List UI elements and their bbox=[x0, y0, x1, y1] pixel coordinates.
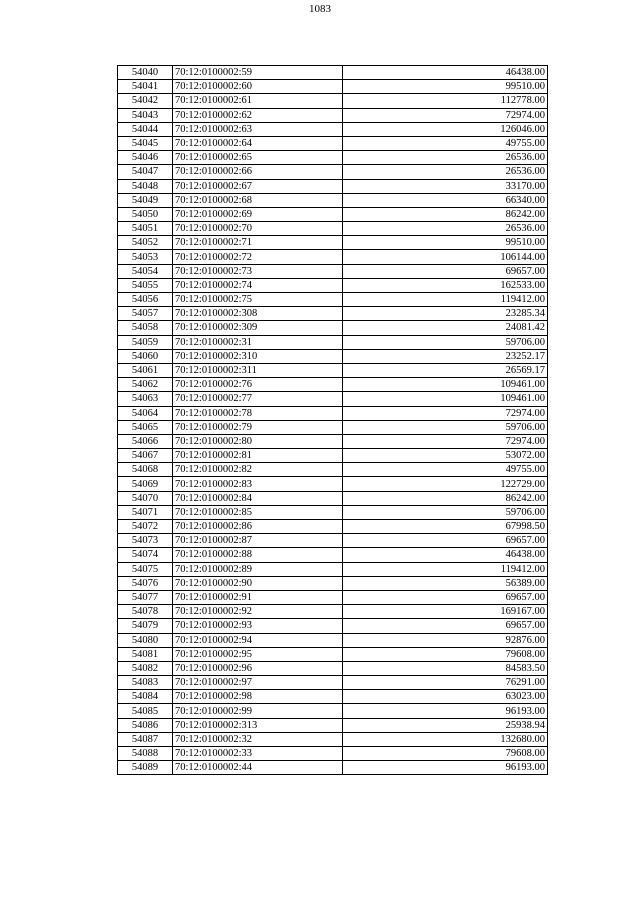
cadastral-number-cell: 70:12:0100002:93 bbox=[173, 619, 343, 633]
value-cell: 69657.00 bbox=[343, 534, 548, 548]
value-cell: 106144.00 bbox=[343, 250, 548, 264]
cadastral-number-cell: 70:12:0100002:76 bbox=[173, 378, 343, 392]
row-number-cell: 54051 bbox=[118, 222, 173, 236]
table-body bbox=[118, 66, 548, 775]
row-number-cell: 54042 bbox=[118, 94, 173, 108]
row-number-cell: 54082 bbox=[118, 661, 173, 675]
table-row bbox=[118, 378, 548, 392]
table-row bbox=[118, 122, 548, 136]
row-number-cell: 54070 bbox=[118, 491, 173, 505]
cadastral-number-cell: 70:12:0100002:86 bbox=[173, 520, 343, 534]
table-row bbox=[118, 633, 548, 647]
table-row bbox=[118, 534, 548, 548]
value-cell: 59706.00 bbox=[343, 505, 548, 519]
row-number-cell: 54086 bbox=[118, 718, 173, 732]
table-row bbox=[118, 477, 548, 491]
table-row bbox=[118, 690, 548, 704]
value-cell: 46438.00 bbox=[343, 66, 548, 80]
row-number-cell: 54062 bbox=[118, 378, 173, 392]
table-row bbox=[118, 576, 548, 590]
row-number-cell: 54088 bbox=[118, 747, 173, 761]
table-row bbox=[118, 647, 548, 661]
value-cell: 23252.17 bbox=[343, 349, 548, 363]
table-row bbox=[118, 193, 548, 207]
value-cell: 169167.00 bbox=[343, 605, 548, 619]
row-number-cell: 54050 bbox=[118, 207, 173, 221]
cadastral-number-cell: 70:12:0100002:96 bbox=[173, 661, 343, 675]
value-cell: 96193.00 bbox=[343, 704, 548, 718]
value-cell: 72974.00 bbox=[343, 108, 548, 122]
row-number-cell: 54040 bbox=[118, 66, 173, 80]
table-row bbox=[118, 179, 548, 193]
value-cell: 59706.00 bbox=[343, 420, 548, 434]
value-cell: 49755.00 bbox=[343, 136, 548, 150]
cadastral-number-cell: 70:12:0100002:87 bbox=[173, 534, 343, 548]
value-cell: 69657.00 bbox=[343, 619, 548, 633]
value-cell: 72974.00 bbox=[343, 434, 548, 448]
table-row bbox=[118, 236, 548, 250]
table-row bbox=[118, 420, 548, 434]
table-row bbox=[118, 676, 548, 690]
row-number-cell: 54078 bbox=[118, 605, 173, 619]
value-cell: 109461.00 bbox=[343, 392, 548, 406]
row-number-cell: 54049 bbox=[118, 193, 173, 207]
value-cell: 24081.42 bbox=[343, 321, 548, 335]
table-row bbox=[118, 548, 548, 562]
value-cell: 109461.00 bbox=[343, 378, 548, 392]
cadastral-number-cell: 70:12:0100002:85 bbox=[173, 505, 343, 519]
cadastral-number-cell: 70:12:0100002:99 bbox=[173, 704, 343, 718]
table-row bbox=[118, 661, 548, 675]
cadastral-number-cell: 70:12:0100002:70 bbox=[173, 222, 343, 236]
cadastral-number-cell: 70:12:0100002:60 bbox=[173, 80, 343, 94]
row-number-cell: 54087 bbox=[118, 732, 173, 746]
cadastral-number-cell: 70:12:0100002:62 bbox=[173, 108, 343, 122]
row-number-cell: 54047 bbox=[118, 165, 173, 179]
row-number-cell: 54084 bbox=[118, 690, 173, 704]
row-number-cell: 54075 bbox=[118, 562, 173, 576]
cadastral-number-cell: 70:12:0100002:310 bbox=[173, 349, 343, 363]
cadastral-number-cell: 70:12:0100002:73 bbox=[173, 264, 343, 278]
value-cell: 119412.00 bbox=[343, 562, 548, 576]
value-cell: 126046.00 bbox=[343, 122, 548, 136]
value-cell: 84583.50 bbox=[343, 661, 548, 675]
cadastral-number-cell: 70:12:0100002:97 bbox=[173, 676, 343, 690]
table-row bbox=[118, 562, 548, 576]
table-row bbox=[118, 747, 548, 761]
row-number-cell: 54067 bbox=[118, 449, 173, 463]
row-number-cell: 54061 bbox=[118, 363, 173, 377]
cadastral-number-cell: 70:12:0100002:83 bbox=[173, 477, 343, 491]
table-row bbox=[118, 222, 548, 236]
row-number-cell: 54077 bbox=[118, 590, 173, 604]
row-number-cell: 54076 bbox=[118, 576, 173, 590]
row-number-cell: 54071 bbox=[118, 505, 173, 519]
row-number-cell: 54063 bbox=[118, 392, 173, 406]
table-row bbox=[118, 335, 548, 349]
cadastral-number-cell: 70:12:0100002:90 bbox=[173, 576, 343, 590]
value-cell: 23285.34 bbox=[343, 307, 548, 321]
table-row bbox=[118, 151, 548, 165]
value-cell: 67998.50 bbox=[343, 520, 548, 534]
value-cell: 56389.00 bbox=[343, 576, 548, 590]
row-number-cell: 54080 bbox=[118, 633, 173, 647]
cadastral-number-cell: 70:12:0100002:309 bbox=[173, 321, 343, 335]
table-row bbox=[118, 207, 548, 221]
cadastral-number-cell: 70:12:0100002:308 bbox=[173, 307, 343, 321]
table-row bbox=[118, 66, 548, 80]
row-number-cell: 54054 bbox=[118, 264, 173, 278]
value-cell: 49755.00 bbox=[343, 463, 548, 477]
row-number-cell: 54065 bbox=[118, 420, 173, 434]
value-cell: 96193.00 bbox=[343, 761, 548, 775]
row-number-cell: 54056 bbox=[118, 293, 173, 307]
cadastral-number-cell: 70:12:0100002:89 bbox=[173, 562, 343, 576]
row-number-cell: 54072 bbox=[118, 520, 173, 534]
row-number-cell: 54064 bbox=[118, 406, 173, 420]
value-cell: 86242.00 bbox=[343, 207, 548, 221]
row-number-cell: 54060 bbox=[118, 349, 173, 363]
cadastral-number-cell: 70:12:0100002:74 bbox=[173, 278, 343, 292]
value-cell: 79608.00 bbox=[343, 647, 548, 661]
cadastral-number-cell: 70:12:0100002:78 bbox=[173, 406, 343, 420]
row-number-cell: 54083 bbox=[118, 676, 173, 690]
value-cell: 26536.00 bbox=[343, 222, 548, 236]
cadastral-number-cell: 70:12:0100002:313 bbox=[173, 718, 343, 732]
cadastral-number-cell: 70:12:0100002:80 bbox=[173, 434, 343, 448]
table-row bbox=[118, 321, 548, 335]
value-cell: 66340.00 bbox=[343, 193, 548, 207]
table-row bbox=[118, 491, 548, 505]
table-row bbox=[118, 732, 548, 746]
row-number-cell: 54089 bbox=[118, 761, 173, 775]
value-cell: 86242.00 bbox=[343, 491, 548, 505]
value-cell: 26536.00 bbox=[343, 165, 548, 179]
row-number-cell: 54043 bbox=[118, 108, 173, 122]
cadastral-number-cell: 70:12:0100002:65 bbox=[173, 151, 343, 165]
cadastral-number-cell: 70:12:0100002:32 bbox=[173, 732, 343, 746]
table-row bbox=[118, 449, 548, 463]
cadastral-number-cell: 70:12:0100002:84 bbox=[173, 491, 343, 505]
cadastral-number-cell: 70:12:0100002:311 bbox=[173, 363, 343, 377]
table-row bbox=[118, 94, 548, 108]
row-number-cell: 54058 bbox=[118, 321, 173, 335]
cadastral-number-cell: 70:12:0100002:81 bbox=[173, 449, 343, 463]
value-cell: 76291.00 bbox=[343, 676, 548, 690]
row-number-cell: 54055 bbox=[118, 278, 173, 292]
row-number-cell: 54079 bbox=[118, 619, 173, 633]
value-cell: 99510.00 bbox=[343, 80, 548, 94]
value-cell: 59706.00 bbox=[343, 335, 548, 349]
cadastral-value-table bbox=[117, 65, 548, 775]
page-number: 1083 bbox=[309, 3, 331, 15]
cadastral-number-cell: 70:12:0100002:59 bbox=[173, 66, 343, 80]
cadastral-number-cell: 70:12:0100002:66 bbox=[173, 165, 343, 179]
row-number-cell: 54048 bbox=[118, 179, 173, 193]
cadastral-number-cell: 70:12:0100002:98 bbox=[173, 690, 343, 704]
value-cell: 122729.00 bbox=[343, 477, 548, 491]
cadastral-number-cell: 70:12:0100002:71 bbox=[173, 236, 343, 250]
value-cell: 119412.00 bbox=[343, 293, 548, 307]
value-cell: 72974.00 bbox=[343, 406, 548, 420]
cadastral-number-cell: 70:12:0100002:33 bbox=[173, 747, 343, 761]
table-row bbox=[118, 704, 548, 718]
value-cell: 26569.17 bbox=[343, 363, 548, 377]
table-row bbox=[118, 590, 548, 604]
value-cell: 132680.00 bbox=[343, 732, 548, 746]
table-row bbox=[118, 406, 548, 420]
cadastral-number-cell: 70:12:0100002:31 bbox=[173, 335, 343, 349]
row-number-cell: 54057 bbox=[118, 307, 173, 321]
table-row bbox=[118, 108, 548, 122]
cadastral-number-cell: 70:12:0100002:44 bbox=[173, 761, 343, 775]
row-number-cell: 54074 bbox=[118, 548, 173, 562]
table-row bbox=[118, 505, 548, 519]
cadastral-number-cell: 70:12:0100002:63 bbox=[173, 122, 343, 136]
cadastral-number-cell: 70:12:0100002:92 bbox=[173, 605, 343, 619]
table-row bbox=[118, 307, 548, 321]
table-row bbox=[118, 165, 548, 179]
cadastral-number-cell: 70:12:0100002:94 bbox=[173, 633, 343, 647]
value-cell: 162533.00 bbox=[343, 278, 548, 292]
value-cell: 26536.00 bbox=[343, 151, 548, 165]
table-row bbox=[118, 136, 548, 150]
row-number-cell: 54073 bbox=[118, 534, 173, 548]
table-row bbox=[118, 392, 548, 406]
table-row bbox=[118, 349, 548, 363]
value-cell: 112778.00 bbox=[343, 94, 548, 108]
cadastral-number-cell: 70:12:0100002:77 bbox=[173, 392, 343, 406]
cadastral-number-cell: 70:12:0100002:79 bbox=[173, 420, 343, 434]
row-number-cell: 54053 bbox=[118, 250, 173, 264]
value-cell: 69657.00 bbox=[343, 264, 548, 278]
row-number-cell: 54059 bbox=[118, 335, 173, 349]
row-number-cell: 54068 bbox=[118, 463, 173, 477]
table-row bbox=[118, 250, 548, 264]
cadastral-number-cell: 70:12:0100002:69 bbox=[173, 207, 343, 221]
cadastral-number-cell: 70:12:0100002:91 bbox=[173, 590, 343, 604]
cadastral-number-cell: 70:12:0100002:67 bbox=[173, 179, 343, 193]
value-cell: 53072.00 bbox=[343, 449, 548, 463]
cadastral-number-cell: 70:12:0100002:82 bbox=[173, 463, 343, 477]
table-row bbox=[118, 605, 548, 619]
value-cell: 63023.00 bbox=[343, 690, 548, 704]
table-row bbox=[118, 761, 548, 775]
value-cell: 79608.00 bbox=[343, 747, 548, 761]
cadastral-number-cell: 70:12:0100002:68 bbox=[173, 193, 343, 207]
row-number-cell: 54081 bbox=[118, 647, 173, 661]
table-row bbox=[118, 463, 548, 477]
cadastral-number-cell: 70:12:0100002:88 bbox=[173, 548, 343, 562]
cadastral-number-cell: 70:12:0100002:61 bbox=[173, 94, 343, 108]
row-number-cell: 54044 bbox=[118, 122, 173, 136]
cadastral-number-cell: 70:12:0100002:95 bbox=[173, 647, 343, 661]
value-cell: 99510.00 bbox=[343, 236, 548, 250]
row-number-cell: 54085 bbox=[118, 704, 173, 718]
row-number-cell: 54046 bbox=[118, 151, 173, 165]
table-row bbox=[118, 278, 548, 292]
table-row bbox=[118, 363, 548, 377]
row-number-cell: 54066 bbox=[118, 434, 173, 448]
table-row bbox=[118, 718, 548, 732]
cadastral-number-cell: 70:12:0100002:75 bbox=[173, 293, 343, 307]
value-cell: 92876.00 bbox=[343, 633, 548, 647]
cadastral-number-cell: 70:12:0100002:72 bbox=[173, 250, 343, 264]
table-row bbox=[118, 434, 548, 448]
value-cell: 25938.94 bbox=[343, 718, 548, 732]
row-number-cell: 54052 bbox=[118, 236, 173, 250]
table-row bbox=[118, 293, 548, 307]
table-row bbox=[118, 264, 548, 278]
row-number-cell: 54045 bbox=[118, 136, 173, 150]
value-cell: 46438.00 bbox=[343, 548, 548, 562]
table-row bbox=[118, 80, 548, 94]
value-cell: 33170.00 bbox=[343, 179, 548, 193]
value-cell: 69657.00 bbox=[343, 590, 548, 604]
row-number-cell: 54041 bbox=[118, 80, 173, 94]
table-row bbox=[118, 619, 548, 633]
cadastral-number-cell: 70:12:0100002:64 bbox=[173, 136, 343, 150]
row-number-cell: 54069 bbox=[118, 477, 173, 491]
table-row bbox=[118, 520, 548, 534]
